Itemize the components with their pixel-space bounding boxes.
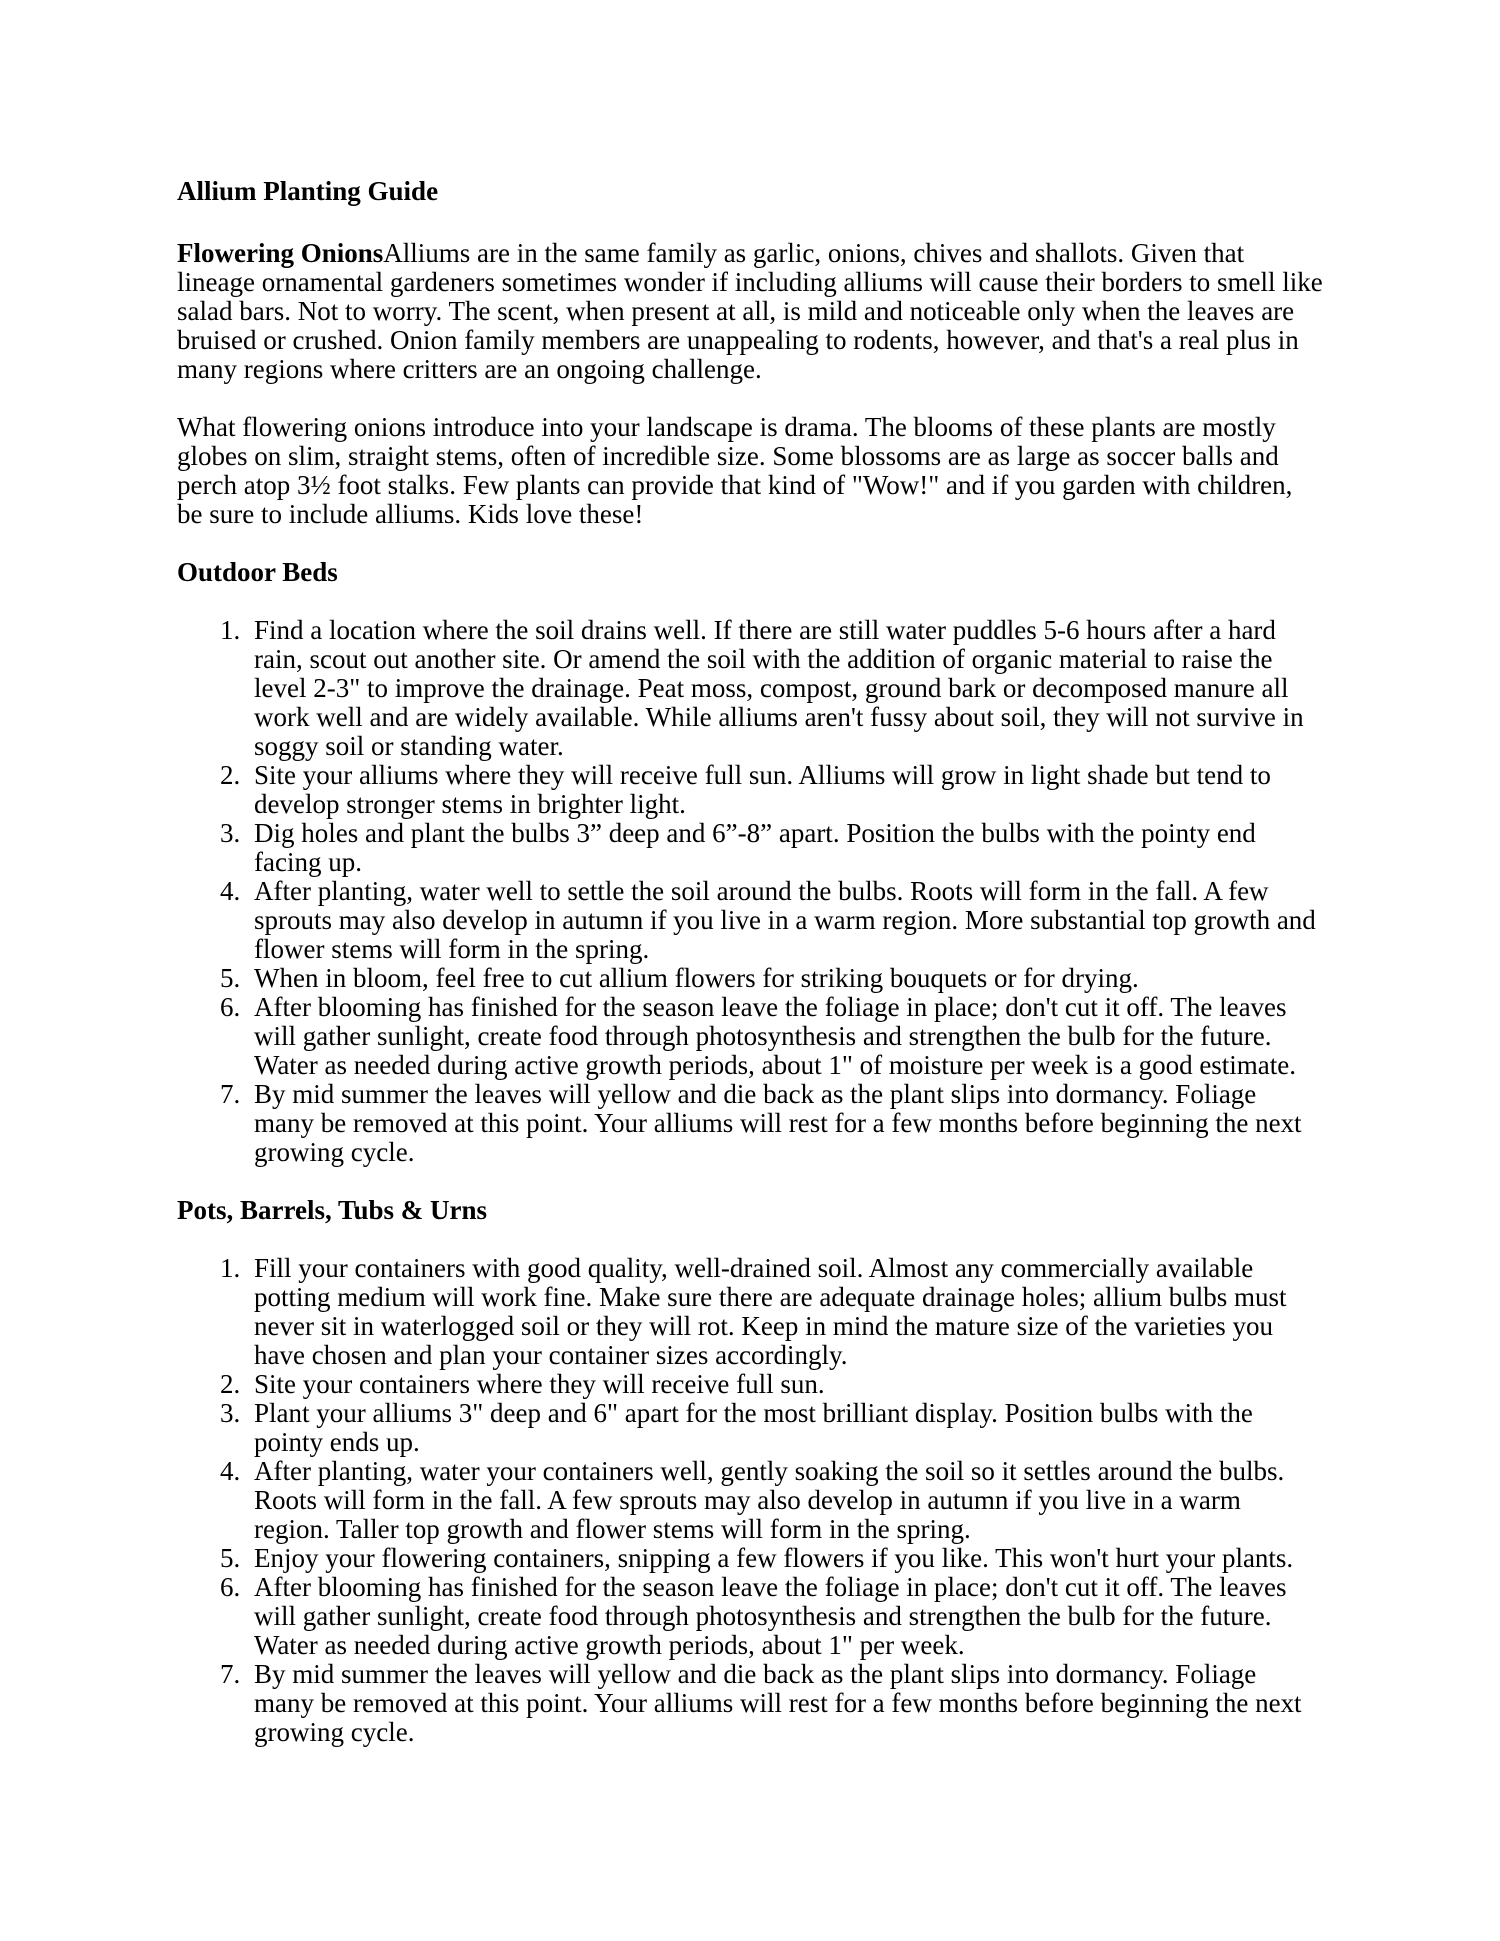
list-item: After planting, water well to settle the soil around the bulbs. Roots will form in the fall. A few sprouts may also develop in autumn if you live in a warm region. More substantial top growth and flower stems will form in the spring. xyxy=(254,876,1316,964)
list-item: After planting, water your containers well, gently soaking the soil so it settles around the bulbs. Roots will form in the fall. A few sprouts may also develop in autumn if you live in a warm region. Taller top growth and flower stems will form in the spring. xyxy=(254,1456,1285,1544)
list-item: After blooming has finished for the season leave the foliage in place; don't cut it off. The leaves will gather sunlight, create food through photosynthesis and strengthen the bulb for the future. Water as needed during active growth periods, about 1" of moisture per week is a good estimate. xyxy=(254,992,1297,1080)
list-item: Find a location where the soil drains well. If there are still water puddles 5-6 hours after a hard rain, scout out another site. Or amend the soil with the addition of organic material to raise the level 2-3" to improve the drainage. Peat moss, compost, ground bark or decomposed manure all work well and are widely available. While alliums aren't fussy about soil, they will not survive in soggy soil or standing water. xyxy=(254,615,1304,761)
section-heading-outdoor-beds: Outdoor Beds xyxy=(177,557,338,587)
intro-paragraph-flowering-onions xyxy=(177,239,1323,384)
list-item: Enjoy your flowering containers, snipping a few flowers if you like. This won't hurt your plants. xyxy=(254,1543,1294,1573)
intro-paragraph-drama xyxy=(177,413,1323,529)
list-item: Site your containers where they will receive full sun. xyxy=(254,1369,825,1399)
document-title: Allium Planting Guide xyxy=(177,176,439,206)
section-heading-pots-barrels-tubs-urns: Pots, Barrels, Tubs & Urns xyxy=(177,1195,488,1225)
list-item: After blooming has finished for the season leave the foliage in place; don't cut it off. The leaves will gather sunlight, create food through photosynthesis and strengthen the bulb for the future. Water as needed during active growth periods, about 1" per week. xyxy=(254,1572,1287,1660)
list-item: Plant your alliums 3" deep and 6" apart for the most brilliant display. Position bulbs with the pointy ends up. xyxy=(254,1398,1253,1457)
paragraph-text: Alliums are in the same family as garlic, onions, chives and shallots. Given that lineage ornamental gardeners sometimes wonder if including alliums will cause their borders to smell like salad bars. Not to worry. The scent, when present at all, is mild and noticeable only when the leaves are bruised or crushed. Onion family members are unappealing to rodents, however, and that's a real plus in many regions where critters are an ongoing challenge. xyxy=(177,238,1323,384)
list-item: By mid summer the leaves will yellow and die back as the plant slips into dormancy. Foliage many be removed at this point. Your alliums will rest for a few months before beginning the next growing cycle. xyxy=(254,1079,1302,1167)
list-item: Fill your containers with good quality, well-drained soil. Almost any commercially available potting medium will work fine. Make sure there are adequate drainage holes; allium bulbs must never sit in waterlogged soil or they will rot. Keep in mind the mature size of the varieties you have chosen and plan your container sizes accordingly. xyxy=(254,1253,1287,1370)
list-item: By mid summer the leaves will yellow and die back as the plant slips into dormancy. Foliage many be removed at this point. Your alliums will rest for a few months before beginning the next growing cycle. xyxy=(254,1659,1302,1747)
outdoor-beds-list xyxy=(177,616,1323,1167)
list-item: When in bloom, feel free to cut allium flowers for striking bouquets or for drying. xyxy=(254,963,1139,993)
paragraph-text: What flowering onions introduce into your landscape is drama. The blooms of these plants are mostly globes on slim, straight stems, often of incredible size. Some blossoms are as large as soccer balls and perch atop 3½ foot stalks. Few plants can provide that kind of "Wow!" and if you garden with children, be sure to include alliums. Kids love these! xyxy=(177,412,1293,529)
list-item: Dig holes and plant the bulbs 3” deep and 6”-8” apart. Position the bulbs with the pointy end facing up. xyxy=(254,818,1256,877)
paragraph-lead: Flowering Onions xyxy=(177,238,384,268)
list-item: Site your alliums where they will receive full sun. Alliums will grow in light shade but tend to develop stronger stems in brighter light. xyxy=(254,760,1271,819)
pots-barrels-tubs-urns-list xyxy=(177,1254,1323,1747)
